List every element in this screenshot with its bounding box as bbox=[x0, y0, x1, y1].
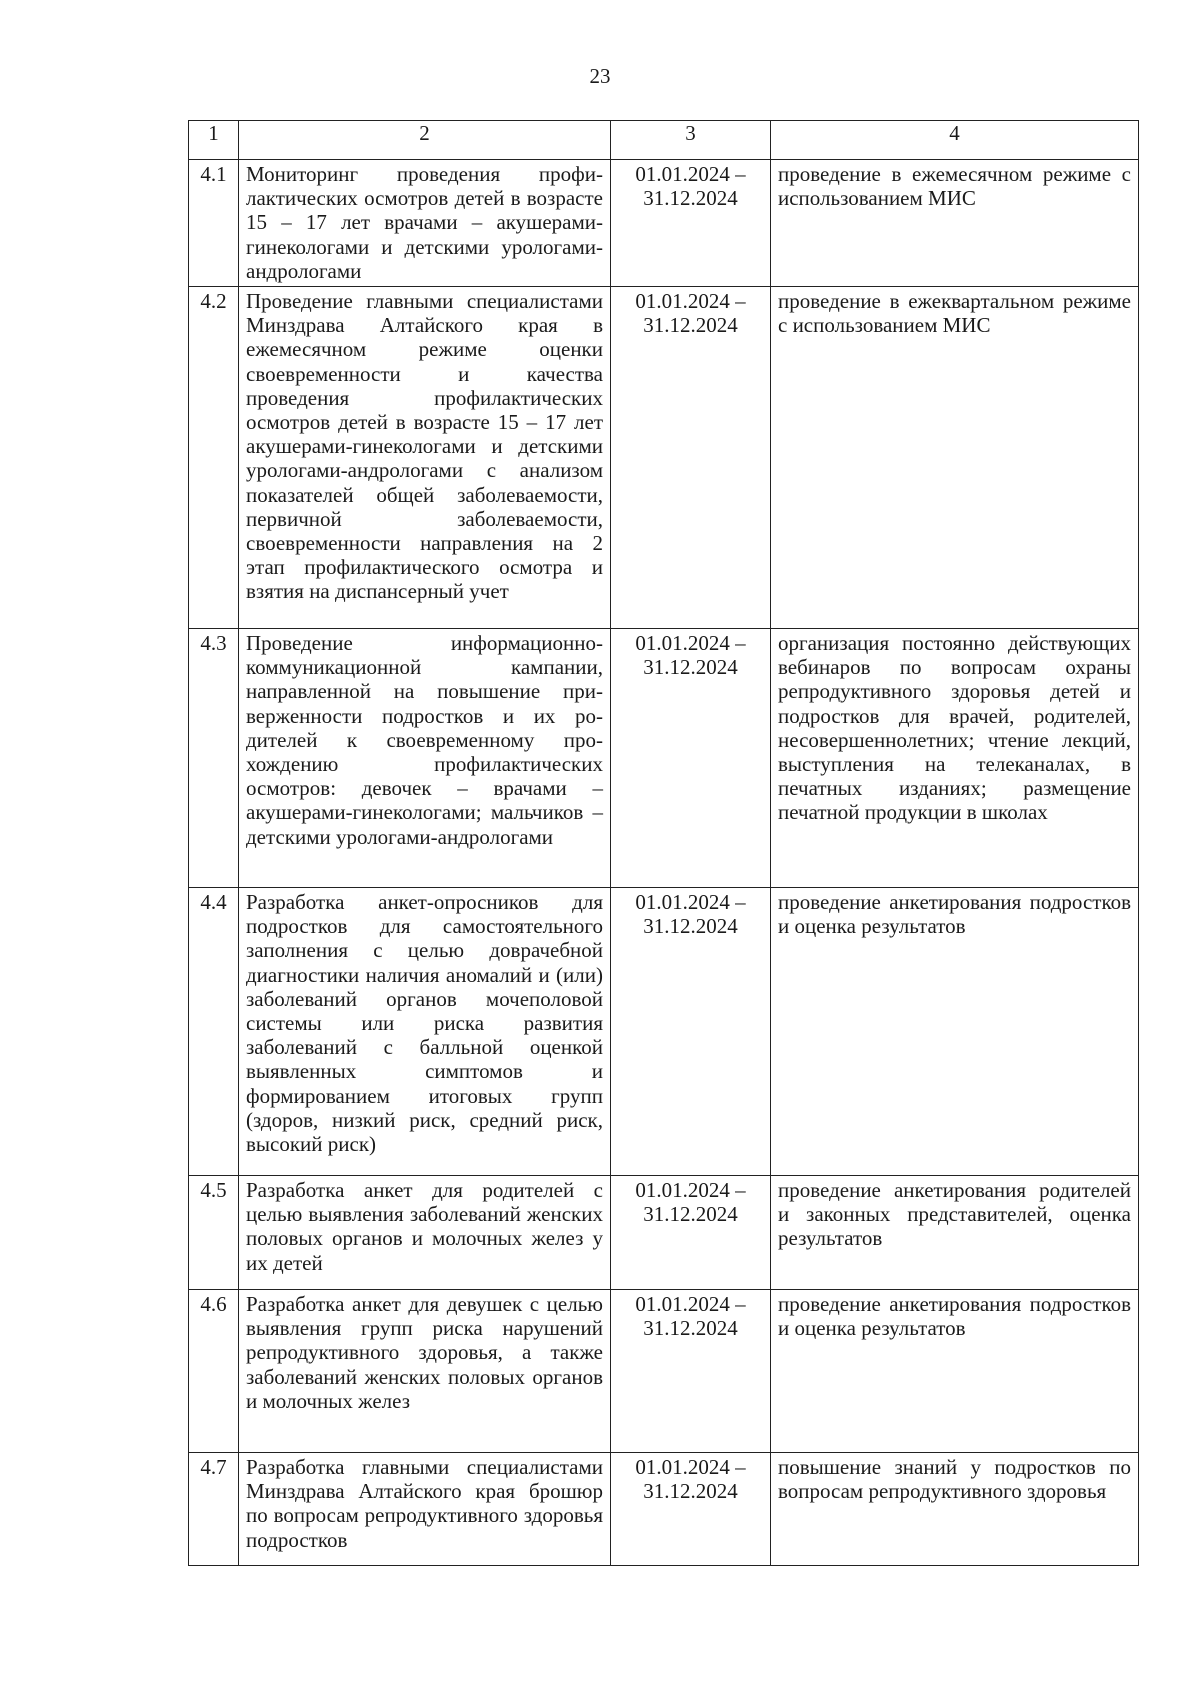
item-number: 4.1 bbox=[189, 160, 239, 287]
column-header: 1 bbox=[189, 121, 239, 160]
activity-description: Разработка главными специалистами Минздрава Алтайского края брошюр по вопросам репродуктивного здоровья подростков bbox=[239, 1453, 611, 1566]
activity-description: Разработка анкет для родителей с целью выявления заболеваний женских половых органов и молочных желез у их детей bbox=[239, 1176, 611, 1290]
period-cell bbox=[611, 287, 771, 629]
item-number: 4.3 bbox=[189, 629, 239, 888]
column-header: 2 bbox=[239, 121, 611, 160]
item-number: 4.7 bbox=[189, 1453, 239, 1566]
date-from: 01.01.2024 – bbox=[635, 890, 746, 915]
date-to: 31.12.2024 bbox=[643, 1316, 738, 1341]
activity-description: Мониторинг проведения профилактических осмотров детей в возрасте 15 – 17 лет врачами – акушерами-гинекологами и детскими урологами-андрологами bbox=[239, 160, 611, 287]
date-from: 01.01.2024 – bbox=[635, 631, 746, 656]
date-to: 31.12.2024 bbox=[643, 914, 738, 939]
table-row bbox=[189, 160, 1139, 287]
date-to: 31.12.2024 bbox=[643, 1202, 738, 1227]
period-cell bbox=[611, 1176, 771, 1290]
table-row bbox=[189, 287, 1139, 629]
date-from: 01.01.2024 – bbox=[635, 1455, 746, 1480]
date-from: 01.01.2024 – bbox=[635, 162, 746, 186]
activities-table bbox=[188, 120, 1139, 1566]
activity-description: Разработка анкет-опросников для подростков для самостоятельного заполнения с целью доврачебной диагностики наличия аномалий и (или) заболеваний органов мочеполовой системы или риска развития заболеваний с балльной оценкой выявленных симптомов и формированием итоговых групп (здоров, низкий риск, средний риск, высокий риск) bbox=[239, 888, 611, 1176]
item-number: 4.4 bbox=[189, 888, 239, 1176]
column-header: 3 bbox=[611, 121, 771, 160]
date-from: 01.01.2024 – bbox=[635, 289, 746, 314]
period-cell bbox=[611, 1453, 771, 1566]
table-row bbox=[189, 629, 1139, 888]
expected-result: проведение анкетирования родителей и законных представителей, оценка результатов bbox=[771, 1176, 1139, 1290]
expected-result: проведение анкетирования подростков и оценка результатов bbox=[771, 888, 1139, 1176]
date-from: 01.01.2024 – bbox=[635, 1292, 746, 1317]
activity-description: Проведение информационно-коммуникационной кампании, направленной на повышение приверженности подростков и их родителей к своевременному прохождению профилактических осмотров: девочек – врачами – акушерами-гинекологами; мальчиков – детскими урологами-андрологами bbox=[239, 629, 611, 888]
expected-result: повышение знаний у подростков по вопросам репродуктивного здоровья bbox=[771, 1453, 1139, 1566]
table-row bbox=[189, 888, 1139, 1176]
table-row bbox=[189, 1453, 1139, 1566]
table-header-row bbox=[189, 121, 1139, 160]
item-number: 4.6 bbox=[189, 1290, 239, 1453]
date-to: 31.12.2024 bbox=[643, 186, 738, 211]
activity-description: Проведение главными специалистами Минздрава Алтайского края в ежемесячном режиме оценки своевременности и качества проведения профилактических осмотров детей в возрасте 15 – 17 лет акушерами-гинекологами и детскими урологами-андрологами с анализом показателей общей заболеваемости, первичной заболеваемости, своевременности направления на 2 этап профилактического осмотра и взятия на диспансерный учет bbox=[239, 287, 611, 629]
period-cell bbox=[611, 888, 771, 1176]
page-number: 23 bbox=[589, 64, 611, 88]
activity-description: Разработка анкет для девушек с целью выявления групп риска нарушений репродуктивного здоровья, а также заболеваний женских половых органов и молочных желез bbox=[239, 1290, 611, 1453]
item-number: 4.5 bbox=[189, 1176, 239, 1290]
table-row bbox=[189, 1176, 1139, 1290]
date-to: 31.12.2024 bbox=[643, 655, 738, 680]
table-row bbox=[189, 1290, 1139, 1453]
date-from: 01.01.2024 – bbox=[635, 1178, 746, 1203]
column-header: 4 bbox=[771, 121, 1139, 160]
expected-result: организация постоянно действующих вебинаров по вопросам охраны репродуктивного здоровья детей и подростков для врачей, родителей, несовершеннолетних; чтение лекций, выступления на телеканалах, в печатных изданиях; размещение печатной продукции в школах bbox=[771, 629, 1139, 888]
period-cell bbox=[611, 160, 771, 287]
period-cell bbox=[611, 1290, 771, 1453]
date-to: 31.12.2024 bbox=[643, 1479, 738, 1504]
expected-result: проведение в ежемесячном режиме с использованием МИС bbox=[771, 160, 1139, 287]
period-cell bbox=[611, 629, 771, 888]
item-number: 4.2 bbox=[189, 287, 239, 629]
date-to: 31.12.2024 bbox=[643, 313, 738, 338]
expected-result: проведение в ежеквартальном режиме с использованием МИС bbox=[771, 287, 1139, 629]
expected-result: проведение анкетирования подростков и оценка результатов bbox=[771, 1290, 1139, 1453]
